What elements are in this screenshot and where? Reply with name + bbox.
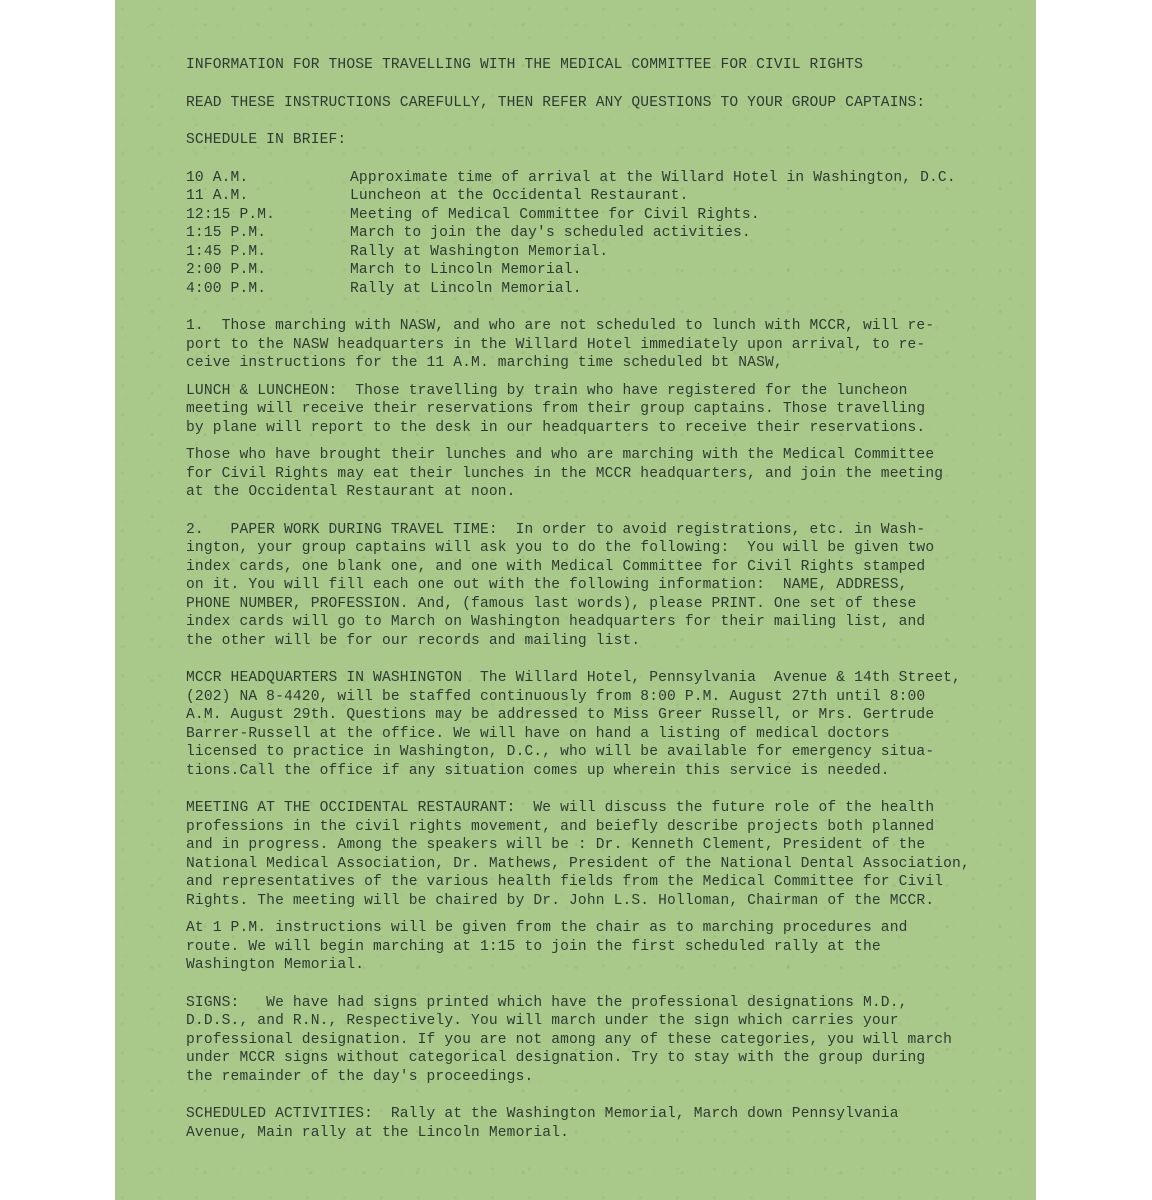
paragraph-line: tions.Call the office if any situation comes up wherein this service is needed. <box>186 762 890 779</box>
paragraph-paperwork <box>186 521 1006 651</box>
paragraph-line: port to the NASW headquarters in the Willard Hotel immediately upon arrival, to re- <box>186 336 926 353</box>
schedule-time: 11 A.M. <box>186 188 249 204</box>
paragraph-line: and in progress. Among the speakers will be : Dr. Kenneth Clement, President of the <box>186 837 926 853</box>
paragraph-line: 1. Those marching with NASW, and who are not scheduled to lunch with MCCR, will re- <box>186 318 935 334</box>
schedule-description: March to Lincoln Memorial. <box>350 262 582 278</box>
paragraph-line: Those who have brought their lunches and who are marching with the Medical Committee <box>186 447 935 463</box>
schedule-row <box>186 243 1006 262</box>
schedule-row <box>186 169 1006 188</box>
paragraph-line: ington, your group captains will ask you to do the following: You will be given two <box>186 540 935 556</box>
paragraph-line: ceive instructions for the 11 A.M. marching time scheduled bt NASW, <box>186 355 783 371</box>
schedule-row <box>186 261 1006 280</box>
paragraph-line: meeting will receive their reservations from their group captains. Those travelling <box>186 401 926 417</box>
paragraph-line: the other will be for our records and mailing list. <box>186 632 641 649</box>
schedule-time: 12:15 P.M. <box>186 206 276 223</box>
paragraph-line: index cards, one blank one, and one with Medical Committee for Civil Rights stamped <box>186 558 926 575</box>
paragraph-meeting <box>186 799 1006 910</box>
paragraph-line: licensed to practice in Washington, D.C., who will be available for emergency situa- <box>186 744 935 760</box>
paragraph-line: professions in the civil rights movement, and beiefly describe projects both planned <box>186 818 935 835</box>
document-title: INFORMATION FOR THOSE TRAVELLING WITH THE MEDICAL COMMITTEE FOR CIVIL RIGHTS <box>186 57 863 73</box>
paragraph-line: under MCCR signs without categorical designation. Try to stay with the group during <box>186 1050 926 1066</box>
paragraph-line: National Medical Association, Dr. Mathews, President of the National Dental Association, <box>186 855 970 872</box>
schedule-time: 4:00 P.M. <box>186 280 267 297</box>
paragraph-line: Barrer-Russell at the office. We will have on hand a listing of medical doctors <box>186 725 890 742</box>
schedule-row <box>186 206 1006 225</box>
schedule-description: Meeting of Medical Committee for Civil Rights. <box>350 206 760 223</box>
paragraph-line: route. We will begin marching at 1:15 to join the first scheduled rally at the <box>186 938 881 955</box>
schedule-row <box>186 280 1006 299</box>
paragraph-signs <box>186 994 1006 1087</box>
paragraph-nasw <box>186 317 1006 373</box>
paragraph-lunch <box>186 382 1006 438</box>
paragraph-scheduled-activities <box>186 1105 1006 1142</box>
schedule-row <box>186 224 1006 243</box>
paragraph-line: At 1 P.M. instructions will be given from the chair as to marching procedures and <box>186 920 908 936</box>
paragraph-line: A.M. August 29th. Questions may be addressed to Miss Greer Russell, or Mrs. Gertrude <box>186 707 935 723</box>
schedule-time: 10 A.M. <box>186 169 249 186</box>
paragraph-line: for Civil Rights may eat their lunches in the MCCR headquarters, and join the meeting <box>186 465 944 482</box>
instruction-line: READ THESE INSTRUCTIONS CAREFULLY, THEN REFER ANY QUESTIONS TO YOUR GROUP CAPTAINS: <box>186 94 926 111</box>
paragraph-line: SIGNS: We have had signs printed which have the professional designations M.D., <box>186 994 908 1011</box>
paragraph-line: Avenue, Main rally at the Lincoln Memorial. <box>186 1124 570 1141</box>
paragraph-line: and representatives of the various health fields from the Medical Committee for Civil <box>186 874 944 890</box>
paragraph-line: professional designation. If you are not among any of these categories, you will march <box>186 1031 953 1048</box>
schedule-time: 2:00 P.M. <box>186 262 267 278</box>
paragraph-instructions-1pm <box>186 919 1006 975</box>
schedule-description: Rally at Lincoln Memorial. <box>350 280 582 297</box>
paragraph-line: the remainder of the day's proceedings. <box>186 1068 534 1085</box>
schedule-description: Luncheon at the Occidental Restaurant. <box>350 188 689 204</box>
paragraph-line: Rights. The meeting will be chaired by Dr. John L.S. Holloman, Chairman of the MCCR. <box>186 892 935 909</box>
paragraph-lunches <box>186 446 1006 502</box>
schedule-heading: SCHEDULE IN BRIEF: <box>186 132 347 148</box>
schedule-time: 1:15 P.M. <box>186 225 267 241</box>
paragraph-line: MCCR HEADQUARTERS IN WASHINGTON The Willard Hotel, Pennsylvania Avenue & 14th Street, <box>186 670 961 686</box>
document-body <box>186 56 1006 1142</box>
schedule-row <box>186 187 1006 206</box>
schedule-description: Rally at Washington Memorial. <box>350 243 609 260</box>
schedule-description: March to join the day's scheduled activities. <box>350 225 751 241</box>
schedule-description: Approximate time of arrival at the Willard Hotel in Washington, D.C. <box>350 169 956 186</box>
paragraph-line: 2. PAPER WORK DURING TRAVEL TIME: In order to avoid registrations, etc. in Wash- <box>186 521 926 538</box>
paragraph-line: SCHEDULED ACTIVITIES: Rally at the Washington Memorial, March down Pennsylvania <box>186 1106 899 1122</box>
paragraph-line: MEETING AT THE OCCIDENTAL RESTAURANT: We will discuss the future role of the health <box>186 800 935 816</box>
paragraph-line: LUNCH & LUNCHEON: Those travelling by train who have registered for the luncheon <box>186 382 908 399</box>
paragraph-line: on it. You will fill each one out with the following information: NAME, ADDRESS, <box>186 577 908 593</box>
paragraph-line: index cards will go to March on Washington headquarters for their mailing list, and <box>186 614 926 630</box>
paragraph-line: (202) NA 8-4420, will be staffed continuously from 8:00 P.M. August 27th until 8:00 <box>186 688 926 705</box>
paragraph-line: PHONE NUMBER, PROFESSION. And, (famous last words), please PRINT. One set of these <box>186 595 917 612</box>
paragraph-line: D.D.S., and R.N., Respectively. You will march under the sign which carries your <box>186 1013 899 1029</box>
schedule-time: 1:45 P.M. <box>186 243 267 260</box>
paragraph-line: at the Occidental Restaurant at noon. <box>186 484 516 500</box>
schedule-table <box>186 169 1006 299</box>
paragraph-line: by plane will report to the desk in our headquarters to receive their reservations. <box>186 419 926 436</box>
paragraph-line: Washington Memorial. <box>186 957 365 973</box>
paragraph-headquarters <box>186 669 1006 780</box>
